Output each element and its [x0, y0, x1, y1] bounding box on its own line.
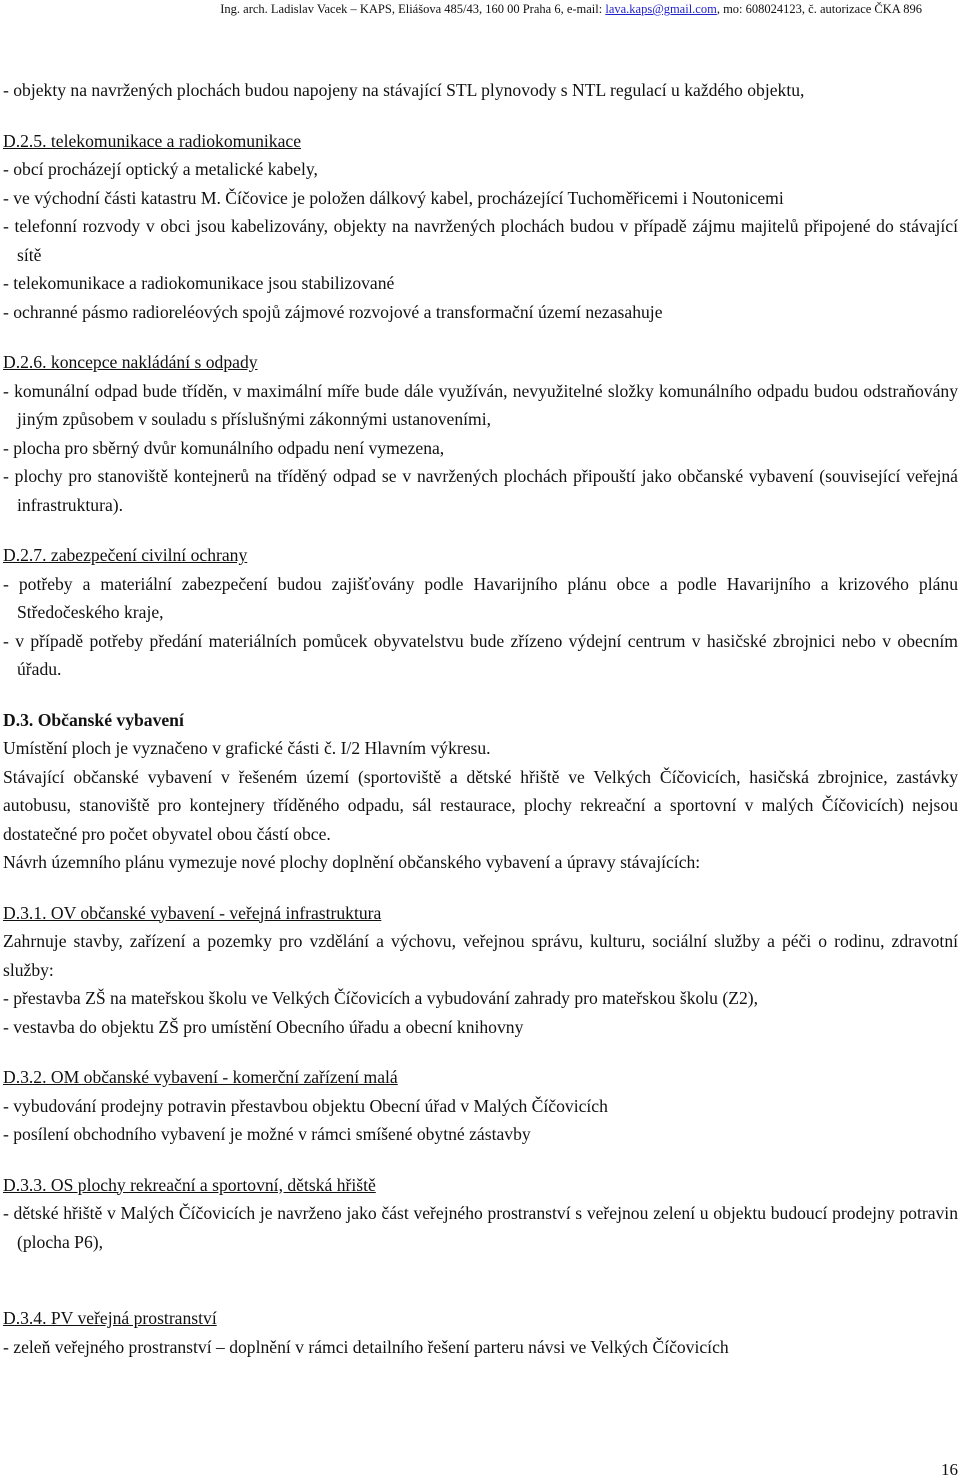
list-item: - telefonní rozvody v obci jsou kabelizovány, objekty na navržených plochách budou v případě zájmu majitelů připojené do stávající sítě	[3, 216, 958, 265]
list-item: - plochy pro stanoviště kontejnerů na tříděný odpad se v navržených plochách připouští jako občanské vybavení (související veřejná infrastruktura).	[3, 466, 958, 515]
list-item: - komunální odpad bude tříděn, v maximální míře bude dále využíván, nevyužitelné složky komunálního odpadu budou odstraňovány jiným způsobem v souladu s příslušnými zákonnými ustanoveními,	[3, 380, 958, 429]
list-item: - ochranné pásmo radioreléových spojů zájmové rozvojové a transformační území nezasahuje	[3, 301, 663, 322]
list-item: - obcí procházejí optický a metalické kabely,	[3, 159, 318, 179]
list-item: - dětské hřiště v Malých Číčovicích je navrženo jako část veřejného prostranství s veřejnou zelení u objektu budoucí prodejny potravin (plocha P6),	[3, 1203, 958, 1252]
page-header	[100, 2, 922, 17]
paragraph: Stávající občanské vybavení v řešeném území (sportoviště a dětské hřiště ve Velkých Číčovicích, hasičská zbrojnice, zastávky autobusu, stanoviště pro kontejnery tříděného odpadu, sál restaurace, plochy rekreační a sportovní v malých Číčovicích) nejsou dostatečné pro počet obyvatel obou částí obce.	[3, 766, 958, 844]
list-item: - zeleň veřejného prostranství – doplnění v rámci detailního řešení parteru návsi ve Velkých Číčovicích	[3, 1336, 729, 1357]
list-item: - potřeby a materiální zabezpečení budou zajišťovány podle Havarijního plánu obce a podle Havarijního a krizového plánu Středočeského kraje,	[3, 573, 958, 622]
list-item: - objekty na navržených plochách budou napojeny na stávající STL plynovody s NTL regulací u každého objektu,	[3, 80, 805, 100]
paragraph: Zahrnuje stavby, zařízení a pozemky pro vzdělání a výchovu, veřejnou správu, kulturu, sociální služby a péči o rodinu, zdravotní služby:	[3, 931, 958, 980]
section-heading: D.2.6. koncepce nakládání s odpady	[3, 352, 258, 372]
section-heading: D.2.7. zabezpečení civilní ochrany	[3, 545, 248, 565]
list-item: - vybudování prodejny potravin přestavbou objektu Obecní úřad v Malých Číčovicích	[3, 1095, 608, 1116]
section-heading: D.3.1. OV občanské vybavení - veřejná infrastruktura	[3, 902, 382, 923]
list-item: - telekomunikace a radiokomunikace jsou stabilizované	[3, 273, 395, 293]
section-heading: D.3.2. OM občanské vybavení - komerční zařízení malá	[3, 1067, 398, 1087]
paragraph: Návrh územního plánu vymezuje nové plochy doplnění občanského vybavení a úpravy stávajících:	[3, 852, 701, 872]
document-body	[3, 76, 958, 1361]
list-item: - posílení obchodního vybavení je možné v rámci smíšené obytné zástavby	[3, 1124, 531, 1144]
page-number: 16	[941, 1460, 958, 1479]
list-item: - vestavba do objektu ZŠ pro umístění Obecního úřadu a obecní knihovny	[3, 1016, 524, 1037]
section-heading: D.3.4. PV veřejná prostranství	[3, 1308, 217, 1328]
section-heading: D.3.3. OS plochy rekreační a sportovní, dětská hřiště	[3, 1174, 376, 1195]
list-item: - v případě potřeby předání materiálních pomůcek obyvatelstvu bude zřízeno výdejní centrum v hasičské zbrojnici nebo v obecním úřadu.	[3, 630, 958, 679]
header-email-link[interactable]: lava.kaps@gmail.com	[605, 2, 717, 16]
header-text: Ing. arch. Ladislav Vacek – KAPS, Eliášova 485/43, 160 00 Praha 6, e-mail:	[220, 2, 606, 16]
chapter-heading: D.3. Občanské vybavení	[3, 709, 184, 730]
list-item: - ve východní části katastru M. Číčovice je položen dálkový kabel, procházející Tuchoměřicemi i Noutonicemi	[3, 187, 784, 208]
header-text-end: , mo: 608024123, č. autorizace ČKA 896	[716, 2, 922, 16]
list-item: - plocha pro sběrný dvůr komunálního odpadu není vymezena,	[3, 437, 445, 458]
list-item: - přestavba ZŠ na mateřskou školu ve Velkých Číčovicích a vybudování zahrady pro mateřskou školu (Z2),	[3, 988, 759, 1008]
paragraph: Umístění ploch je vyznačeno v grafické části č. I/2 Hlavním výkresu.	[3, 738, 491, 758]
section-heading: D.2.5. telekomunikace a radiokomunikace	[3, 130, 302, 151]
